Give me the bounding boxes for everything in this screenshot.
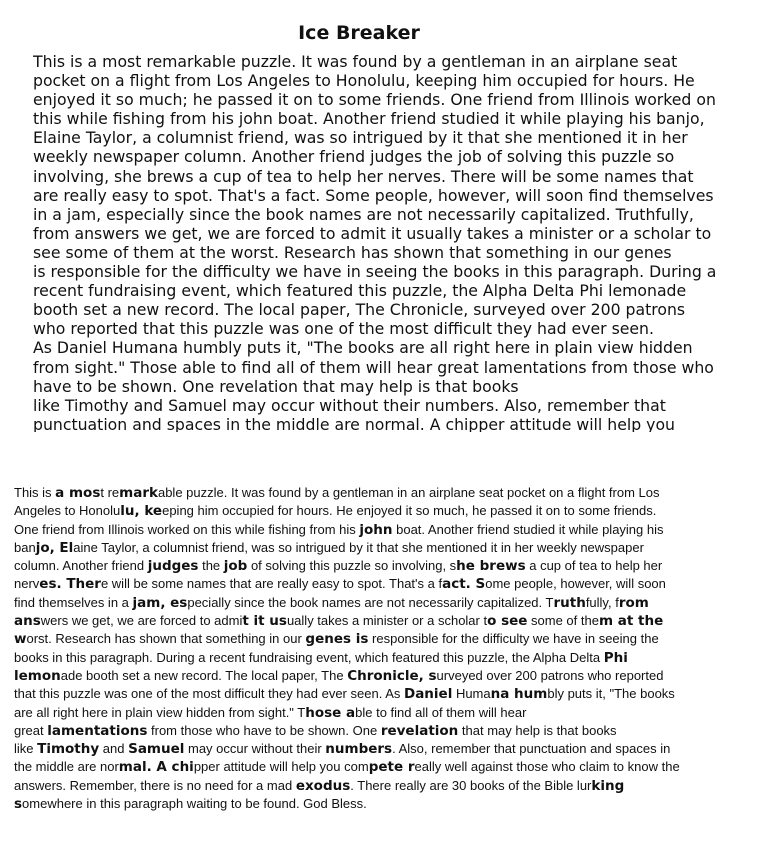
answer-line [14, 557, 754, 575]
answer-text: t re [100, 485, 120, 500]
highlighted-book-fragment: Daniel [403, 686, 453, 703]
answer-text: of solving this puzzle so involving, s [247, 558, 457, 574]
answer-text: able puzzle. It was found by a gentleman in an airplane seat pocket on a flight from Los [157, 485, 660, 500]
answer-line [14, 521, 754, 539]
answer-paragraph [14, 484, 754, 813]
answer-text: the middle are nor [14, 759, 119, 775]
puzzle-line: like Timothy and Samuel may occur without their numbers. Also, remember that [33, 395, 666, 415]
highlighted-book-fragment: lu, ke [120, 503, 163, 520]
answer-line [14, 758, 754, 776]
answer-text: aine Taylor, a columnist friend, was so intrigued by it that she mentioned it in her weekly newspaper [73, 539, 644, 555]
puzzle-line: is responsible for the difficulty we have in seeing the books in this paragraph. During a [33, 262, 717, 282]
puzzle-line: have to be shown. One revelation that may help is that books [33, 376, 519, 396]
answer-line [14, 667, 754, 685]
answer-line [14, 594, 754, 612]
page-title: Ice Breaker [298, 22, 420, 44]
puzzle-line: in a jam, especially since the book names are not necessarily capitalized. Truthfully, [33, 204, 694, 224]
highlighted-book-fragment: pete r [368, 759, 415, 776]
answer-text: nerv [14, 576, 40, 592]
puzzle-line: see some of them at the worst. Research has shown that something in our genes [33, 242, 672, 262]
answer-text: fully, f [585, 594, 619, 610]
highlighted-book-fragment: act. S [442, 576, 486, 593]
answer-line [14, 630, 754, 648]
answer-text: like [14, 741, 38, 757]
highlighted-book-fragment: lemon [14, 667, 61, 684]
answer-text: ually takes a minister or a scholar t [286, 613, 488, 629]
answer-line [14, 649, 754, 667]
answer-text: e will be some names that are really easy to spot. That's a f [100, 576, 443, 592]
highlighted-book-fragment: na hum [490, 686, 548, 703]
highlighted-book-fragment: Timothy [37, 741, 100, 758]
highlighted-book-fragment: Samuel [128, 741, 185, 758]
highlighted-book-fragment: john [359, 521, 393, 538]
answer-text: Angeles to Honolu [14, 503, 121, 519]
answer-text: bly puts it, "The books [547, 686, 675, 702]
puzzle-line: booth set a new record. The local paper, The Chronicle, surveyed over 200 patrons [33, 300, 686, 320]
answer-text: ade booth set a new record. The local paper, The [60, 667, 348, 683]
answer-text: ban [14, 539, 36, 555]
puzzle-line: from sight." Those able to find all of them will hear great lamentations from those who [33, 357, 714, 377]
highlighted-book-fragment: ans [14, 613, 41, 630]
puzzle-line: punctuation and spaces in the middle are normal. A chipper attitude will help you [33, 414, 675, 432]
answer-text: may occur without their [184, 741, 326, 757]
answer-line [14, 685, 754, 703]
puzzle-line: weekly newspaper column. Another friend judges the job of solving this puzzle so [33, 147, 675, 167]
highlighted-book-fragment: t it us [242, 613, 287, 630]
puzzle-line: pocket on a flight from Los Angeles to Honolulu, keeping him occupied for hours. He [33, 71, 695, 91]
highlighted-book-fragment: mal. A chi [118, 759, 194, 776]
answer-line [14, 795, 754, 813]
highlighted-book-fragment: w [14, 631, 27, 648]
answer-text: This is [14, 485, 56, 500]
answer-text: some of the [527, 613, 599, 629]
highlighted-book-fragment: exodus [295, 777, 351, 794]
highlighted-book-fragment: s [14, 796, 23, 813]
highlighted-book-fragment: judges [147, 558, 199, 575]
highlighted-book-fragment: a mos [55, 485, 101, 501]
highlighted-book-fragment: jam, es [132, 594, 188, 611]
puzzle-line: This is a most remarkable puzzle. It was found by a gentleman in an airplane seat [33, 52, 678, 71]
answer-text: books in this paragraph. During a recent fundraising event, which featured this puzzle, the Alpha Delta [14, 649, 604, 665]
answer-text: eally well against those who claim to know the [414, 759, 680, 775]
answer-line [14, 612, 754, 630]
answer-text: that this puzzle was one of the most difficult they had ever seen. As [14, 686, 404, 702]
highlighted-book-fragment: hose a [305, 704, 356, 721]
highlighted-book-fragment: jo, El [35, 539, 74, 556]
puzzle-line: this while fishing from his john boat. Another friend studied it while playing his banjo, [33, 109, 705, 129]
answer-text: that may help is that books [458, 722, 617, 738]
answer-text: . Also, remember that punctuation and spaces in [392, 741, 671, 757]
highlighted-book-fragment: mark [119, 485, 158, 501]
puzzle-line: involving, she brews a cup of tea to help her nerves. There will be some names that [33, 166, 694, 186]
answer-text: and [99, 741, 129, 757]
puzzle-line: are really easy to spot. That's a fact. Some people, however, will soon find themselves [33, 185, 714, 205]
answer-text: boat. Another friend studied it while playing his [392, 521, 664, 537]
highlighted-book-fragment: king [591, 777, 625, 794]
puzzle-line: Elaine Taylor, a columnist friend, was so intrigued by it that she mentioned it in her [33, 128, 688, 148]
answer-line [14, 502, 754, 520]
puzzle-line: recent fundraising event, which featured this puzzle, the Alpha Delta Phi lemonade [33, 281, 687, 301]
highlighted-book-fragment: revelation [380, 722, 459, 739]
answer-line [14, 777, 754, 795]
answer-text: One friend from Illinois worked on this while fishing from his [14, 521, 360, 537]
answer-line [14, 722, 754, 740]
answer-text: ble to find all of them will hear [355, 704, 527, 720]
answer-text: urveyed over 200 patrons who reported [436, 667, 664, 683]
answer-line [14, 575, 754, 593]
answer-text: . There really are 30 books of the Bible lur [350, 777, 592, 793]
highlighted-book-fragment: Chronicle, s [347, 667, 437, 684]
puzzle-line: who reported that this puzzle was one of the most difficult they had ever seen. [33, 319, 654, 339]
answer-text: the [198, 558, 224, 574]
answer-line [14, 484, 754, 502]
answer-line [14, 740, 754, 758]
answer-text: pecially since the book names are not necessarily capitalized. T [187, 594, 554, 610]
highlighted-book-fragment: es. Ther [39, 576, 101, 593]
answer-text: from those who have to be shown. One [147, 722, 381, 738]
answer-text: orst. Research has shown that something in our [26, 631, 306, 647]
answer-text: great [14, 722, 48, 738]
answer-text: wers we get, we are forced to admi [40, 613, 243, 629]
answer-text: are all right here in plain view hidden from sight." T [14, 704, 306, 720]
highlighted-book-fragment: rom [618, 594, 649, 611]
answer-line [14, 704, 754, 722]
highlighted-book-fragment: numbers [325, 741, 393, 758]
answer-text: find themselves in a [14, 594, 133, 610]
puzzle-line: As Daniel Humana humbly puts it, "The books are all right here in plain view hidden [33, 338, 693, 358]
highlighted-book-fragment: m at the [598, 613, 664, 630]
highlighted-book-fragment: o see [487, 613, 528, 630]
answer-line [14, 539, 754, 557]
answer-text: Huma [452, 686, 491, 702]
answer-text: answers. Remember, there is no need for a mad [14, 777, 296, 793]
answer-text: omewhere in this paragraph waiting to be found. God Bless. [22, 796, 367, 812]
answer-text: ome people, however, will soon [485, 576, 666, 592]
highlighted-book-fragment: he brews [456, 558, 526, 575]
highlighted-book-fragment: Phi [603, 649, 628, 666]
puzzle-line: enjoyed it so much; he passed it on to some friends. One friend from Illinois worked on [33, 90, 716, 110]
answer-text: column. Another friend [14, 558, 148, 574]
highlighted-book-fragment: genes is [305, 631, 369, 648]
highlighted-book-fragment: ruth [553, 594, 586, 611]
answer-text: pper attitude will help you com [193, 759, 369, 775]
highlighted-book-fragment: job [223, 558, 248, 575]
puzzle-paragraph [33, 52, 753, 432]
answer-text: a cup of tea to help her [525, 558, 663, 574]
answer-text: responsible for the difficulty we have in seeing the [368, 631, 659, 647]
highlighted-book-fragment: lamentations [47, 722, 148, 739]
answer-text: eping him occupied for hours. He enjoyed it so much, he passed it on to some friends. [162, 503, 657, 519]
puzzle-line: from answers we get, we are forced to admit it usually takes a minister or a scholar to [33, 223, 712, 243]
